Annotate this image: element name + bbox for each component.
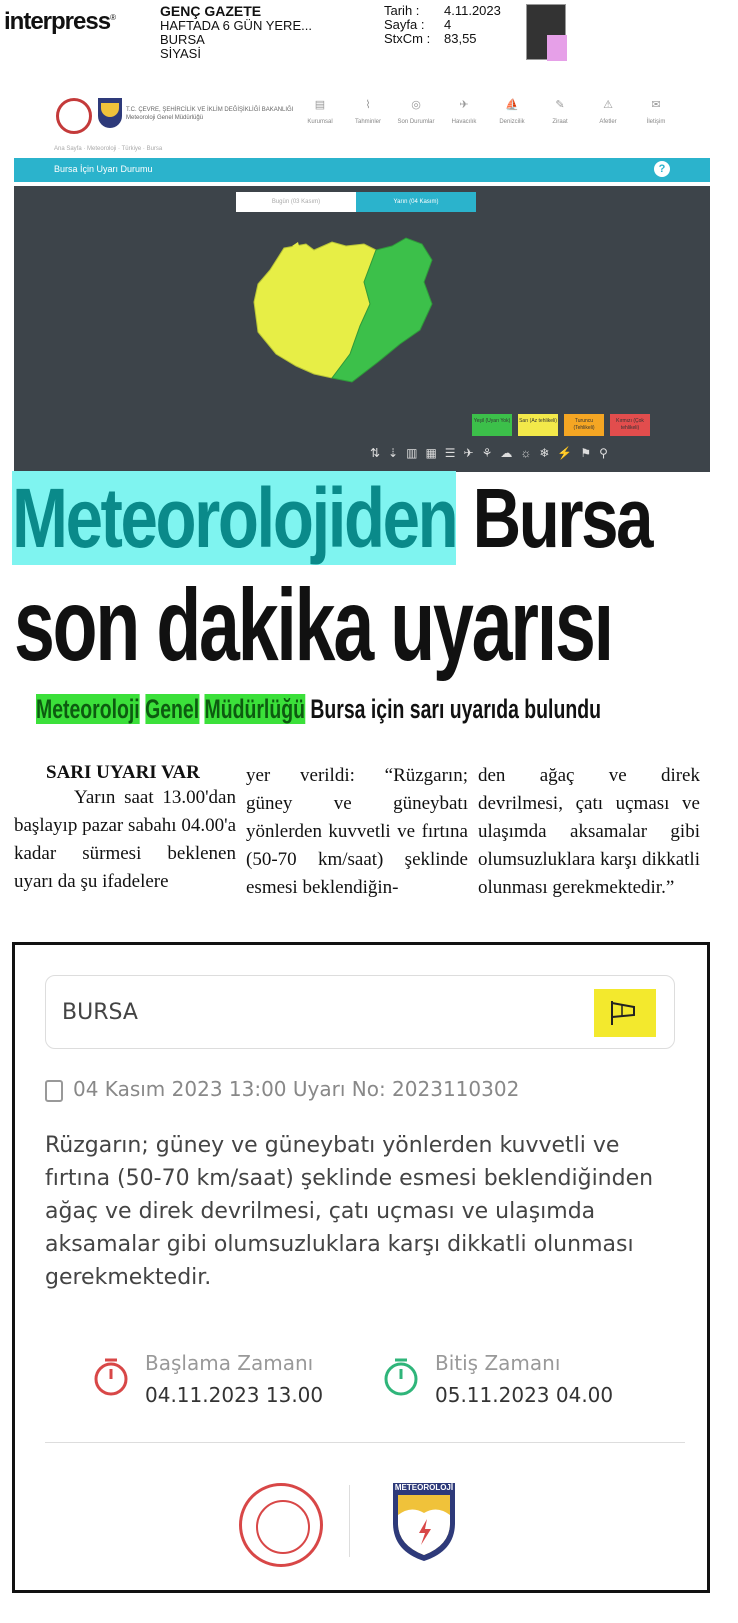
breadcrumb[interactable]: Ana Sayfa · Meteoroloji · Türkiye · Bursa: [54, 146, 163, 152]
legend-red: Kırmızı (Çok tehlikeli): [610, 414, 650, 436]
sub-highlight-1: Meteoroloji: [36, 694, 140, 724]
legend-yellow: Sarı (Az tehlikeli): [518, 414, 558, 436]
plane-icon: ✈: [459, 99, 469, 111]
mgm-shield-logo: [389, 1479, 459, 1563]
start-label: Başlama Zamanı: [145, 1351, 314, 1375]
page-label: Sayfa :: [384, 17, 425, 32]
brand-text: interpress: [4, 8, 111, 35]
leaf-icon: ✎: [555, 99, 565, 111]
date-label: Tarih :: [384, 3, 420, 18]
shield-label: METEOROLOJİ: [394, 1483, 454, 1492]
page-value: 4: [444, 17, 452, 32]
building-icon: ▤: [314, 99, 326, 111]
warning-status-bar: [14, 158, 710, 182]
ministry-emblem-icon: [56, 98, 92, 134]
paper-category: SİYASİ: [160, 46, 201, 61]
stxcm-value: 83,55: [444, 31, 477, 46]
org-line2: Meteoroloji Genel Müdürlüğü: [126, 115, 204, 121]
warning-text: Rüzgarın; güney ve güneybatı yönlerden kuvvetli ve fırtına (50-70 km/saat) şeklinde esmesi beklendiğinden ağaç ve direk devrilmesi, çatı uçması ve ulaşımda aksamalar gibi olumsuzluklara karşı dikkatli olunması gerekmektedir.: [45, 1133, 654, 1290]
nav-item-son-durumlar[interactable]: [392, 98, 440, 125]
org-name: [126, 106, 293, 122]
warning-card-screenshot: [12, 942, 710, 1593]
nav-item-ziraat[interactable]: [536, 98, 584, 125]
paper-city: BURSA: [160, 32, 205, 47]
article-column-3: den ağaç ve direk devrilmesi, çatı uçması ve ulaşımda aksamalar gibi olumsuzluklara karşı dikkatli olunması gerekmektedir.”: [478, 765, 700, 898]
end-time-block: [385, 1351, 613, 1407]
nav-item-afetler[interactable]: [584, 98, 632, 125]
mgm-website-screenshot: [14, 90, 710, 472]
headline-highlight: Meteorolojiden: [12, 471, 457, 565]
nav-label: İletişim: [646, 119, 666, 125]
article-column-1: [14, 762, 236, 896]
windsock-svg: [594, 989, 656, 1037]
chart-icon: ⌇: [365, 99, 371, 111]
tab-today[interactable]: Bugün (03 Kasım): [236, 192, 356, 212]
windsock-icon: [594, 989, 656, 1037]
start-time-block: [95, 1351, 323, 1407]
paper-name: GENÇ GAZETE: [160, 3, 262, 19]
legend-green: Yeşil (Uyarı Yok): [472, 414, 512, 436]
subheadline: [36, 694, 601, 725]
nav-label: Havacılık: [451, 119, 477, 125]
map-legend: [472, 414, 650, 436]
headline-line1: [12, 471, 652, 565]
nav-label: Kurumsal: [307, 119, 333, 125]
interpress-logo: [4, 8, 115, 36]
warning-map-panel: [14, 186, 710, 472]
start-value: 04.11.2023 13.00: [145, 1383, 324, 1407]
sub-highlight-2: Genel: [145, 694, 200, 724]
warning-info-line: [45, 1077, 519, 1102]
end-timer-icon: [381, 1357, 421, 1397]
clipboard-icon: [45, 1080, 63, 1102]
nav-menu: [296, 98, 680, 125]
help-icon[interactable]: ?: [654, 161, 670, 177]
logo-separator: [349, 1485, 350, 1557]
brand-mark: ®: [110, 13, 115, 22]
date-value: 4.11.2023: [444, 3, 501, 18]
page-thumbnail: [526, 4, 566, 60]
nav-label: Son Durumlar: [397, 119, 435, 125]
start-timer-icon: [91, 1357, 131, 1397]
mail-icon: ✉: [651, 99, 661, 111]
sub-rest: Bursa için sarı uyarıda bulundu: [310, 694, 601, 724]
legend-orange: Turuncu (Tehlikeli): [564, 414, 604, 436]
ministry-seal-icon: [239, 1483, 323, 1567]
nav-item-kurumsal[interactable]: [296, 98, 344, 125]
nav-item-iletisim[interactable]: [632, 98, 680, 125]
warning-info-text: 04 Kasım 2023 13:00 Uyarı No: 2023110302: [73, 1077, 520, 1101]
sub-highlight-3: Müdürlüğü: [204, 694, 305, 724]
article-column-2: yer verildi: “Rüzgarın; güney ve güneybatı yönlerden kuvvetli ve fırtına (50-70 km/saat) şeklinde esmesi beklendiğin-: [246, 765, 468, 898]
city-search-box[interactable]: [45, 975, 675, 1049]
mgm-logo-icon: [98, 98, 122, 128]
nav-label: Ziraat: [552, 119, 568, 125]
org-line1: T.C. ÇEVRE, ŞEHİRCİLİK VE İKLİM DEĞİŞİKLİĞİ BAKANLIĞI: [126, 107, 294, 113]
hazard-icons-row: ⇅⇣▥▦☰✈⚘☁☼❄⚡⚑⚲: [370, 446, 616, 460]
nav-item-tahminler[interactable]: [344, 98, 392, 125]
gauge-icon: ◎: [411, 99, 421, 111]
clip-source: [160, 4, 312, 61]
site-navbar: [14, 90, 710, 142]
nav-label: Denizcilik: [499, 119, 525, 125]
paper-frequency: HAFTADA 6 GÜN YERE...: [160, 18, 312, 33]
end-label: Bitiş Zamanı: [435, 1351, 561, 1375]
headline-rest: Bursa: [472, 471, 652, 565]
tab-tomorrow[interactable]: Yarın (04 Kasım): [356, 192, 476, 212]
city-name: BURSA: [62, 1000, 138, 1025]
end-value: 05.11.2023 04.00: [435, 1383, 614, 1407]
headline-line2: son dakika uyarısı: [14, 568, 612, 682]
alert-icon: ⚠: [603, 99, 613, 111]
stxcm-label: StxCm :: [384, 31, 431, 46]
column-text: Yarın saat 13.00'dan başlayıp pazar sabahı 04.00'a kadar sürmesi beklenen uyarı da şu ifadelere: [14, 787, 236, 892]
nav-label: Tahminler: [354, 119, 381, 125]
clip-meta: [384, 4, 501, 46]
column-title: SARI UYARI VAR: [46, 762, 200, 783]
bar-title: Bursa İçin Uyarı Durumu: [54, 164, 153, 174]
nav-item-denizcilik[interactable]: [488, 98, 536, 125]
ship-icon: ⛵: [505, 99, 519, 111]
nav-item-havacilik[interactable]: [440, 98, 488, 125]
divider: [45, 1442, 685, 1443]
nav-label: Afetler: [599, 119, 617, 125]
